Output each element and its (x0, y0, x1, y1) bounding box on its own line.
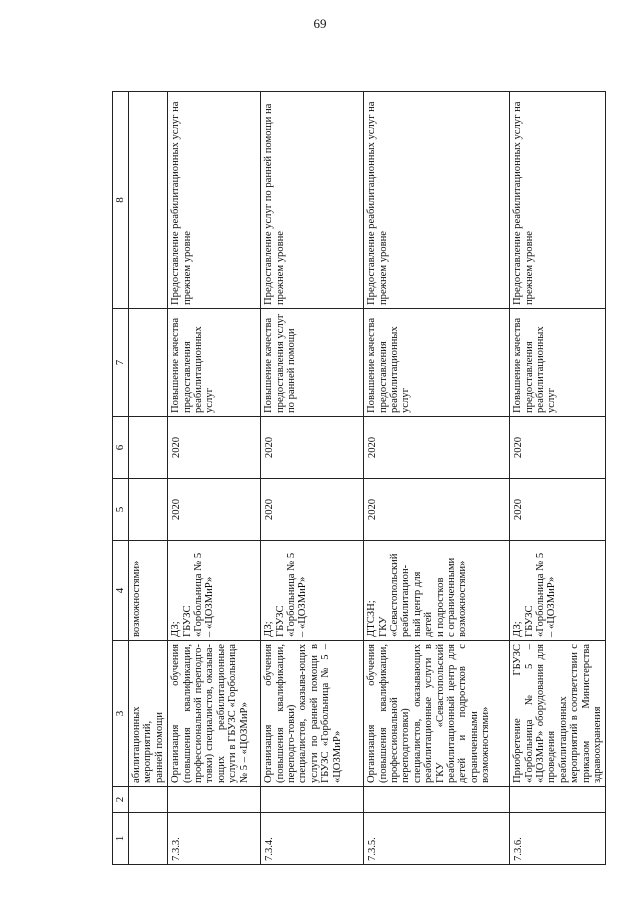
row-year-end: 2020 (364, 417, 510, 479)
row-indicator: Предоставление реабилитационных услуг на прежнем уровне (510, 92, 606, 309)
row-executor: ДЗ; ГБУЗС «Горбольница № 5 – «ЦОЗМиР» (261, 541, 364, 641)
row-col2 (510, 787, 606, 813)
continuation-executor: возможностями» (129, 541, 168, 641)
row-indicator: Предоставление реабилитационных услуг на прежнем уровне (364, 92, 510, 309)
row-year-start: 2020 (364, 479, 510, 541)
page-number: 69 (313, 16, 327, 31)
row-year-end: 2020 (168, 417, 261, 479)
row-number: 7.3.6. (510, 813, 606, 865)
table-row (168, 92, 261, 865)
continuation-row (129, 92, 168, 865)
row-col2 (364, 787, 510, 813)
row-year-start: 2020 (261, 479, 364, 541)
continuation-description: абилитационных мероприятий, ранней помощи (129, 641, 168, 787)
row-executor: ДЗ; ГБУЗС «Горбольница № 5 – «ЦОЗМиР» (168, 541, 261, 641)
row-number: 7.3.5. (364, 813, 510, 865)
row-description: Организация обучения (повышения квалификации, переподго-товки) специалистов, оказыва-ющих услуги по ранней помощи в ГБУЗС «Горбольница № 5 – «ЦОЗМиР» (261, 641, 364, 787)
table-row (261, 92, 364, 865)
row-result: Повышение качества предоставления услуг по ранней помощи (261, 309, 364, 417)
row-result: Повышение качества предоставления реабилитационных услуг (510, 309, 606, 417)
measures-table (112, 91, 606, 865)
row-year-start: 2020 (510, 479, 606, 541)
row-description: Приобретение ГБУЗС «Горбольница № 5 – «ЦОЗМиР» оборудования для проведения реабилитационных мероприятий в соответствии с приказом Министерства здравоохранения (510, 641, 606, 787)
row-year-start: 2020 (168, 479, 261, 541)
header-cell-7: 7 (113, 309, 129, 417)
row-col2 (261, 787, 364, 813)
header-cell-3: 3 (113, 641, 129, 787)
rotated-table-container (112, 92, 604, 865)
row-indicator: Предоставление услуг по ранней помощи на прежнем уровне (261, 92, 364, 309)
row-executor: ДЗ; ГБУЗС «Горбольница № 5 – «ЦОЗМиР» (510, 541, 606, 641)
header-cell-5: 5 (113, 479, 129, 541)
row-description: Организация обучения (повышения квалификации, профессиональной переподго-товки) специалистов, оказыва-ющих реабилитационные услуги в ГБУЗС «Горбольница № 5 – «ЦОЗМиР» (168, 641, 261, 787)
row-result: Повышение качества предоставления реабилитационных услуг (168, 309, 261, 417)
row-result: Повышение качества предоставления реабилитационных услуг (364, 309, 510, 417)
header-cell-8: 8 (113, 92, 129, 309)
row-number: 7.3.4. (261, 813, 364, 865)
table-row (364, 92, 510, 865)
header-row (113, 92, 129, 865)
row-year-end: 2020 (261, 417, 364, 479)
row-year-end: 2020 (510, 417, 606, 479)
row-executor: ДТСЗН; ГКУ «Севастопольский реабилитацион- ный центр для детей и подростков с ограниченными возможностями» (364, 541, 510, 641)
table-row (510, 92, 606, 865)
header-cell-1: 1 (113, 813, 129, 865)
header-cell-4: 4 (113, 541, 129, 641)
row-indicator: Предоставление реабилитационных услуг на прежнем уровне (168, 92, 261, 309)
header-cell-2: 2 (113, 787, 129, 813)
row-number: 7.3.3. (168, 813, 261, 865)
header-cell-6: 6 (113, 417, 129, 479)
row-col2 (168, 787, 261, 813)
row-description: Организация обучения (повышения квалификации, профессиональной переподготовки) специалистов, оказывающих реабилитационные услуги в ГКУ «Севастопольский реабилитационный центр для детей и подростков с ограниченными возможностями» (364, 641, 510, 787)
